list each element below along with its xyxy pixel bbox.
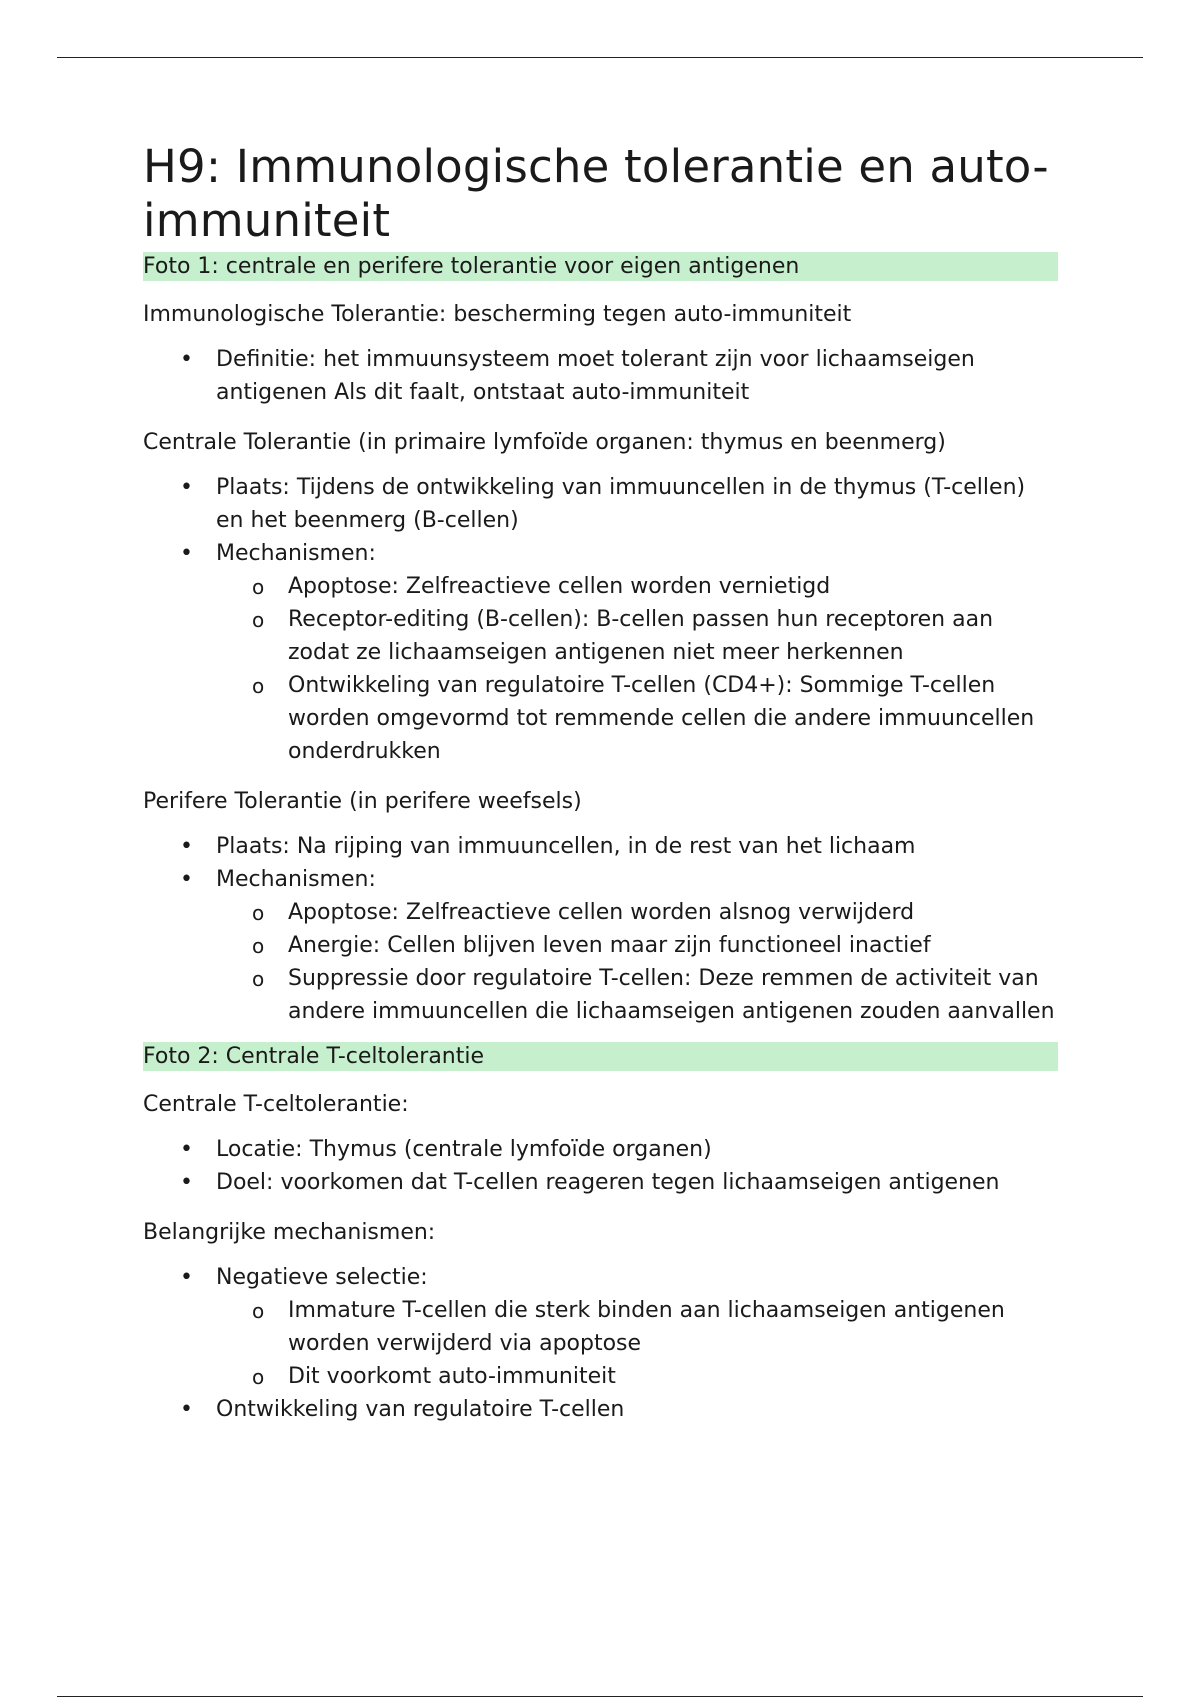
list-item — [143, 537, 1058, 768]
sub-list-item-text: Anergie: Cellen blijven leven maar zijn functioneel inactief — [288, 933, 931, 958]
sub-bullet-marker: o — [252, 934, 265, 958]
heading-centrale-t-celtolerantie: Centrale T-celtolerantie: — [143, 1092, 409, 1117]
list-item-text: Negatieve selectie: — [216, 1265, 428, 1290]
bullet-dot: • — [180, 1170, 193, 1195]
sub-bullet-list — [216, 570, 1058, 768]
sub-list-item — [143, 669, 1058, 768]
top-rule — [57, 57, 1143, 58]
sub-list-item-text: Suppressie door regulatoire T-cellen: Deze remmen de activiteit van andere immuuncellen die lichaamseigen antigenen zouden aanvallen — [288, 966, 1055, 1024]
sub-bullet-marker: o — [252, 575, 265, 599]
sub-list-item-text: Immature T-cellen die sterk binden aan lichaamseigen antigenen worden verwijderd via apoptose — [288, 1298, 1005, 1356]
bullet-dot: • — [180, 867, 193, 892]
list-item — [143, 1166, 1058, 1199]
list-item-text: Plaats: Na rijping van immuuncellen, in de rest van het lichaam — [216, 834, 916, 859]
sub-list-item — [143, 962, 1058, 1028]
sub-bullet-list — [216, 1294, 1058, 1393]
sub-bullet-marker: o — [252, 1365, 265, 1389]
sub-bullet-marker: o — [252, 674, 265, 698]
sub-list-item — [143, 1294, 1058, 1360]
bullet-list — [143, 1133, 1058, 1199]
bullet-dot: • — [180, 541, 193, 566]
list-item — [143, 343, 1058, 409]
list-item-text: Mechanismen: — [216, 541, 376, 566]
sub-list-item — [143, 1360, 1058, 1393]
heading-immunologische-tolerantie: Immunologische Tolerantie: bescherming tegen auto-immuniteit — [143, 302, 852, 327]
list-item-text: Ontwikkeling van regulatoire T-cellen — [216, 1397, 625, 1422]
sub-bullet-marker: o — [252, 608, 265, 632]
bullet-list — [143, 471, 1058, 768]
sub-list-item-text: Apoptose: Zelfreactieve cellen worden vernietigd — [288, 574, 831, 599]
sub-bullet-list — [216, 896, 1058, 1028]
bullet-dot: • — [180, 475, 193, 500]
list-item — [143, 1133, 1058, 1166]
sub-bullet-marker: o — [252, 967, 265, 991]
heading-centrale-tolerantie: Centrale Tolerantie (in primaire lymfoïde organen: thymus en beenmerg) — [143, 430, 946, 455]
list-item-text: Plaats: Tijdens de ontwikkeling van immuuncellen in de thymus (T-cellen) en het beenmerg (B-cellen) — [216, 475, 1026, 533]
list-item-text: Mechanismen: — [216, 867, 376, 892]
sub-list-item-text: Apoptose: Zelfreactieve cellen worden alsnog verwijderd — [288, 900, 915, 925]
section-highlight-foto-1: Foto 1: centrale en perifere tolerantie voor eigen antigenen — [143, 252, 1058, 281]
list-item-text: Locatie: Thymus (centrale lymfoïde organen) — [216, 1137, 712, 1162]
list-item — [143, 863, 1058, 1028]
list-item — [143, 1261, 1058, 1393]
bottom-rule — [57, 1696, 1143, 1697]
bullet-list — [143, 830, 1058, 1028]
bullet-dot: • — [180, 834, 193, 859]
sub-list-item — [143, 896, 1058, 929]
sub-list-item — [143, 570, 1058, 603]
sub-list-item — [143, 603, 1058, 669]
section-highlight-foto-2: Foto 2: Centrale T-celtolerantie — [143, 1042, 1058, 1071]
sub-bullet-marker: o — [252, 1299, 265, 1323]
bullet-dot: • — [180, 347, 193, 372]
document-body — [143, 140, 1058, 1426]
sub-list-item-text: Ontwikkeling van regulatoire T-cellen (CD4+): Sommige T-cellen worden omgevormd tot remmende cellen die andere immuuncellen onderdrukken — [288, 673, 1035, 764]
list-item-text: Definitie: het immuunsysteem moet tolerant zijn voor lichaamseigen antigenen Als dit faalt, ontstaat auto-immuniteit — [216, 347, 975, 405]
list-item — [143, 471, 1058, 537]
bullet-list — [143, 1261, 1058, 1426]
document-title: H9: Immunologische tolerantie en auto-immuniteit — [143, 140, 1049, 247]
list-item — [143, 830, 1058, 863]
heading-belangrijke-mechanismen: Belangrijke mechanismen: — [143, 1220, 436, 1245]
sub-list-item — [143, 929, 1058, 962]
bullet-dot: • — [180, 1137, 193, 1162]
list-item — [143, 1393, 1058, 1426]
list-item-text: Doel: voorkomen dat T-cellen reageren tegen lichaamseigen antigenen — [216, 1170, 1000, 1195]
sub-bullet-marker: o — [252, 901, 265, 925]
sub-list-item-text: Dit voorkomt auto-immuniteit — [288, 1364, 616, 1389]
heading-perifere-tolerantie: Perifere Tolerantie (in perifere weefsels) — [143, 789, 582, 814]
sub-list-item-text: Receptor-editing (B-cellen): B-cellen passen hun receptoren aan zodat ze lichaamseigen antigenen niet meer herkennen — [288, 607, 994, 665]
bullet-list — [143, 343, 1058, 409]
bullet-dot: • — [180, 1265, 193, 1290]
bullet-dot: • — [180, 1397, 193, 1422]
